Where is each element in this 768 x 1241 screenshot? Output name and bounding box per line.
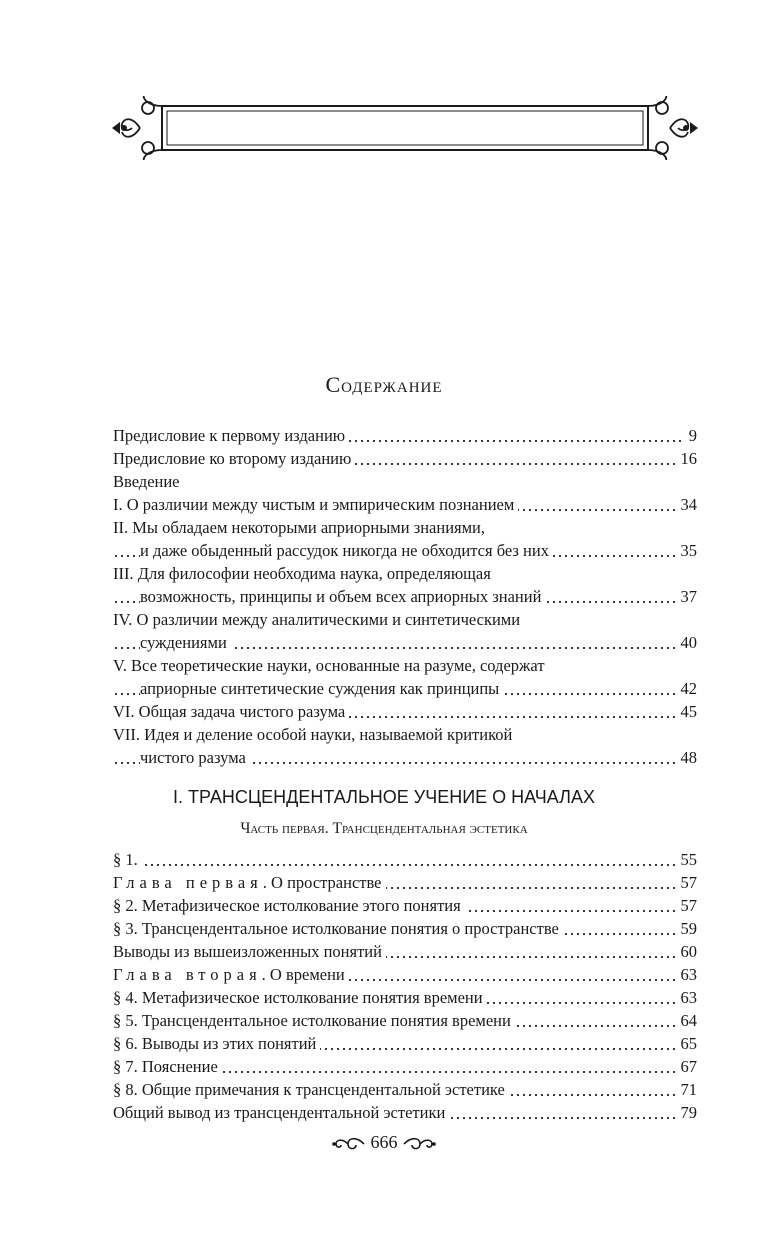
toc-part-one — [113, 848, 697, 1124]
toc-entry[interactable]: § 5. Трансцендентальное истолкование понятия времени 64 — [113, 1011, 697, 1030]
toc-entry[interactable]: § 6. Выводы из этих понятий 65 — [113, 1034, 697, 1053]
page-number: 666 — [370, 1132, 398, 1152]
toc-entry: VII. Идея и деление особой науки, называемой критикой — [113, 723, 697, 746]
toc-entry[interactable]: Глава первая. О пространстве 57 — [113, 873, 697, 892]
toc-entry[interactable]: Предисловие к первому изданию 9 — [113, 426, 697, 445]
toc-entry[interactable]: VI. Общая задача чистого разума 45 — [113, 702, 697, 721]
toc-entry[interactable]: Общий вывод из трансцендентальной эстетики 79 — [113, 1103, 697, 1122]
toc-entry: V. Все теоретические науки, основанные на разуме, содержат — [113, 654, 697, 677]
right-flourish-icon — [402, 1134, 436, 1154]
toc-entry[interactable]: § 1. 55 — [113, 850, 697, 869]
toc-entry: IV. О различии между аналитическими и синтетическими — [113, 608, 697, 631]
toc-entry: Введение — [113, 470, 697, 493]
toc-entry[interactable]: § 7. Пояснение 67 — [113, 1057, 697, 1076]
ornamental-header-frame — [110, 96, 700, 160]
toc-entry[interactable]: § 2. Метафизическое истолкование этого понятия 57 — [113, 896, 697, 915]
toc-entry[interactable]: Выводы из вышеизложенных понятий 60 — [113, 942, 697, 961]
toc-entry[interactable]: возможность, принципы и объем всех априорных знаний 37 — [113, 585, 697, 608]
section-heading: I. ТРАНСЦЕНДЕНТАЛЬНОЕ УЧЕНИЕ О НАЧАЛАХ — [173, 787, 595, 807]
page-footer — [0, 1132, 768, 1154]
toc-entry[interactable]: и даже обыденный рассудок никогда не обходится без них 35 — [113, 539, 697, 562]
left-flourish-icon — [332, 1134, 366, 1154]
toc-intro — [113, 424, 697, 769]
toc-entry[interactable]: Глава вторая. О времени 63 — [113, 965, 697, 984]
page-title: Содержание — [325, 372, 443, 397]
toc-entry[interactable]: I. О различии между чистым и эмпирическим познанием 34 — [113, 495, 697, 514]
toc-entry[interactable]: Предисловие ко второму изданию 16 — [113, 449, 697, 468]
toc-entry[interactable]: априорные синтетические суждения как принципы 42 — [113, 677, 697, 700]
part-heading: Часть первая. Трансцендентальная эстетика — [240, 820, 528, 837]
toc-entry: II. Мы обладаем некоторыми априорными знаниями, — [113, 516, 697, 539]
toc-entry[interactable]: § 3. Трансцендентальное истолкование понятия о пространстве 59 — [113, 919, 697, 938]
toc-entry[interactable]: § 4. Метафизическое истолкование понятия времени 63 — [113, 988, 697, 1007]
toc-entry[interactable]: § 8. Общие примечания к трансцендентальной эстетике 71 — [113, 1080, 697, 1099]
toc-entry[interactable]: суждениями 40 — [113, 631, 697, 654]
toc-entry[interactable]: чистого разума 48 — [113, 746, 697, 769]
toc-entry: III. Для философии необходима наука, определяющая — [113, 562, 697, 585]
